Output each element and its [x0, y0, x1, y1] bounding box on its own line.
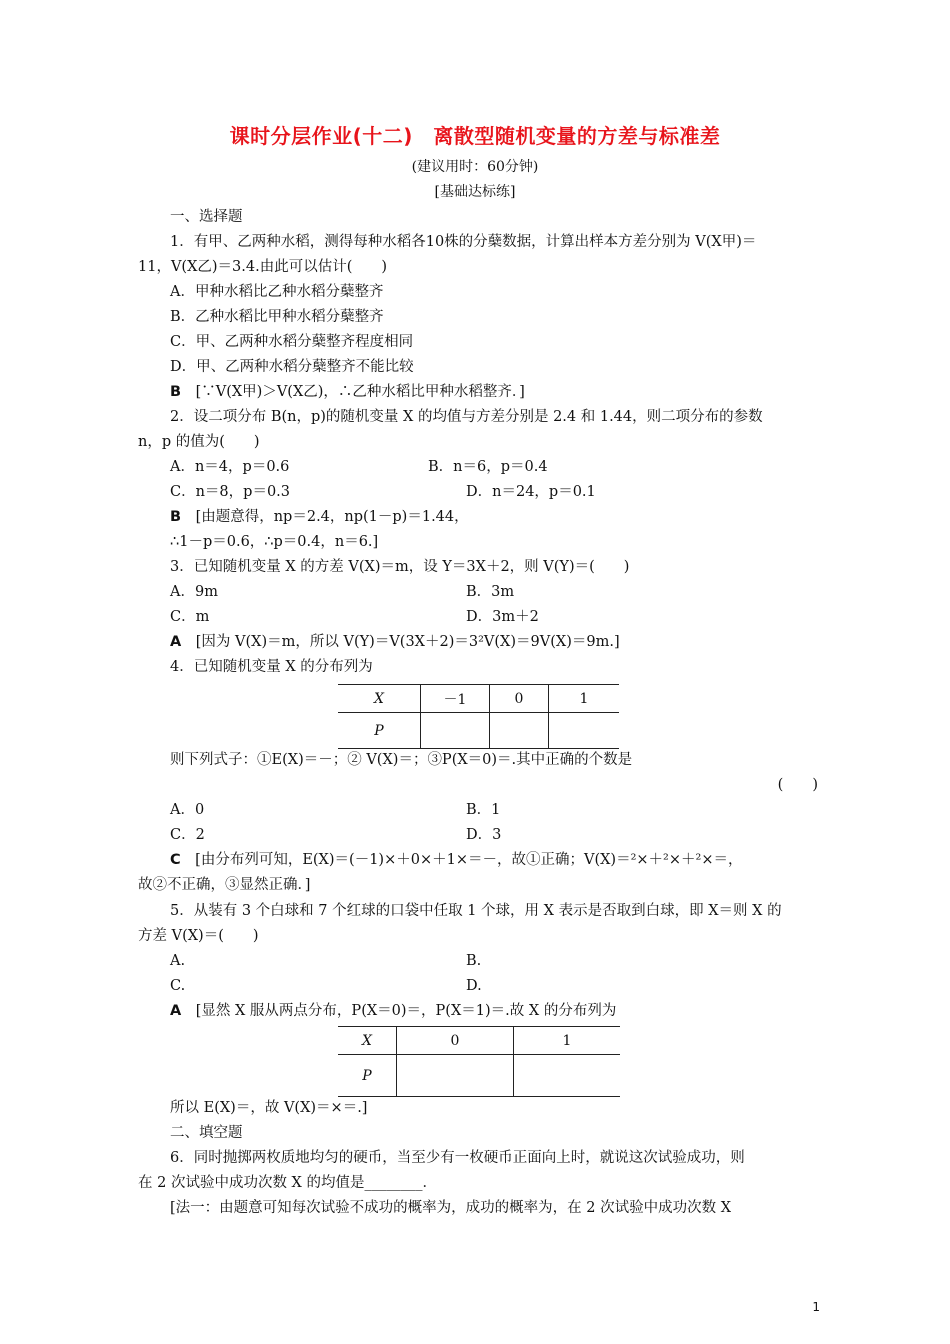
- answer-4: C [由分布列可知，E(X)＝(－1)×＋0×＋1×＝－，故①正确；V(X)＝²×＋²×＋²×＝，: [170, 852, 743, 868]
- page-title: 课时分层作业(十二) 离散型随机变量的方差与标准差: [229, 124, 721, 148]
- options-ab: A．0 B．1: [170, 802, 501, 818]
- level-label: [基础达标练]: [434, 184, 516, 200]
- options-cd: C. D.: [170, 978, 482, 994]
- table-cell: [490, 713, 549, 749]
- table-cell: －1: [421, 685, 490, 713]
- question-5-stem: 5．从装有 3 个白球和 7 个红球的口袋中任取 1 个球，用 X 表示是否取到白球，即 X＝则 X 的: [170, 903, 782, 919]
- section-heading: 一、选择题: [170, 209, 243, 225]
- table-cell: 1: [549, 685, 620, 713]
- page-number: 1: [812, 1300, 820, 1314]
- question-6-stem: 6．同时抛掷两枚质地均匀的硬币，当至少有一枚硬币正面向上时，就说这次试验成功，则: [170, 1150, 745, 1166]
- table-cell: 1: [514, 1027, 621, 1055]
- options-ab: A. B.: [170, 953, 482, 969]
- option-d: D．甲、乙两种水稻分蘖整齐不能比较: [170, 359, 414, 375]
- answer-3: A [因为 V(X)＝m，所以 V(Y)＝V(3X＋2)＝3²V(X)＝9V(X)＝9m.]: [170, 634, 620, 650]
- question-4-statements: 则下列式子：①E(X)＝－；② V(X)＝；③P(X＝0)＝.其中正确的个数是: [170, 752, 633, 768]
- answer-5: A [显然 X 服从两点分布，P(X＝0)＝，P(X＝1)＝.故 X 的分布列为: [170, 1003, 617, 1019]
- answer-1: B [∵V(X甲)＞V(X乙)，∴乙种水稻比甲种水稻整齐．]: [170, 384, 525, 400]
- answer-4-cont: 故②不正确，③显然正确．]: [138, 877, 311, 893]
- options-cd: C．2 D．3: [170, 827, 502, 843]
- table-cell: 0: [490, 685, 549, 713]
- options-ab: A．9m B．3m: [170, 584, 515, 600]
- table-cell: [397, 1055, 514, 1097]
- distribution-table: [338, 1026, 620, 1097]
- question-1-stem: 1．有甲、乙两种水稻，测得每种水稻各10株的分蘖数据，计算出样本方差分别为 V(X甲)＝: [170, 234, 757, 250]
- answer-5-cont: 所以 E(X)＝，故 V(X)＝×＝.]: [170, 1100, 368, 1116]
- answer-2-cont: ∴1－p＝0.6，∴p＝0.4，n＝6.]: [170, 534, 379, 550]
- question-6-stem-cont: 在 2 次试验中成功次数 X 的均值是________．: [138, 1175, 437, 1191]
- options-cd: C．n＝8，p＝0.3 D．n＝24，p＝0.1: [170, 484, 596, 500]
- option-c: C．甲、乙两种水稻分蘖整齐程度相同: [170, 334, 414, 350]
- table-header-p: P: [338, 1055, 397, 1097]
- table-header-p: P: [338, 713, 421, 749]
- distribution-table: [338, 684, 619, 749]
- question-1-stem-cont: 11，V(X乙)＝3.4.由此可以估计( ): [138, 259, 388, 275]
- option-b: B．乙种水稻比甲种水稻分蘖整齐: [170, 309, 384, 325]
- question-4-stem: 4．已知随机变量 X 的分布列为: [170, 659, 373, 675]
- table-header-x: X: [338, 685, 421, 713]
- answer-paren: ( ): [777, 777, 818, 793]
- question-5-stem-cont: 方差 V(X)＝( ): [138, 928, 259, 944]
- table-cell: [421, 713, 490, 749]
- question-3-stem: 3．已知随机变量 X 的方差 V(X)＝m，设 Y＝3X＋2，则 V(Y)＝( ): [170, 559, 630, 575]
- question-2-stem-cont: n，p 的值为( ): [138, 434, 260, 450]
- answer-6: [法一：由题意可知每次试验不成功的概率为，成功的概率为，在 2 次试验中成功次数 X: [170, 1200, 732, 1216]
- table-cell: [549, 713, 620, 749]
- question-2-stem: 2．设二项分布 B(n，p)的随机变量 X 的均值与方差分别是 2.4 和 1.44，则二项分布的参数: [170, 409, 763, 425]
- answer-2: B [由题意得，np＝2.4，np(1－p)＝1.44，: [170, 509, 469, 525]
- option-a: A．甲种水稻比乙种水稻分蘖整齐: [170, 284, 384, 300]
- options-cd: C．m D．3m＋2: [170, 609, 539, 625]
- table-header-x: X: [338, 1027, 397, 1055]
- section-heading: 二、填空题: [170, 1125, 243, 1141]
- suggested-time: (建议用时：60分钟): [411, 159, 539, 175]
- table-cell: 0: [397, 1027, 514, 1055]
- options-ab: A．n＝4，p＝0.6 B．n＝6，p＝0.4: [170, 459, 548, 475]
- table-cell: [514, 1055, 621, 1097]
